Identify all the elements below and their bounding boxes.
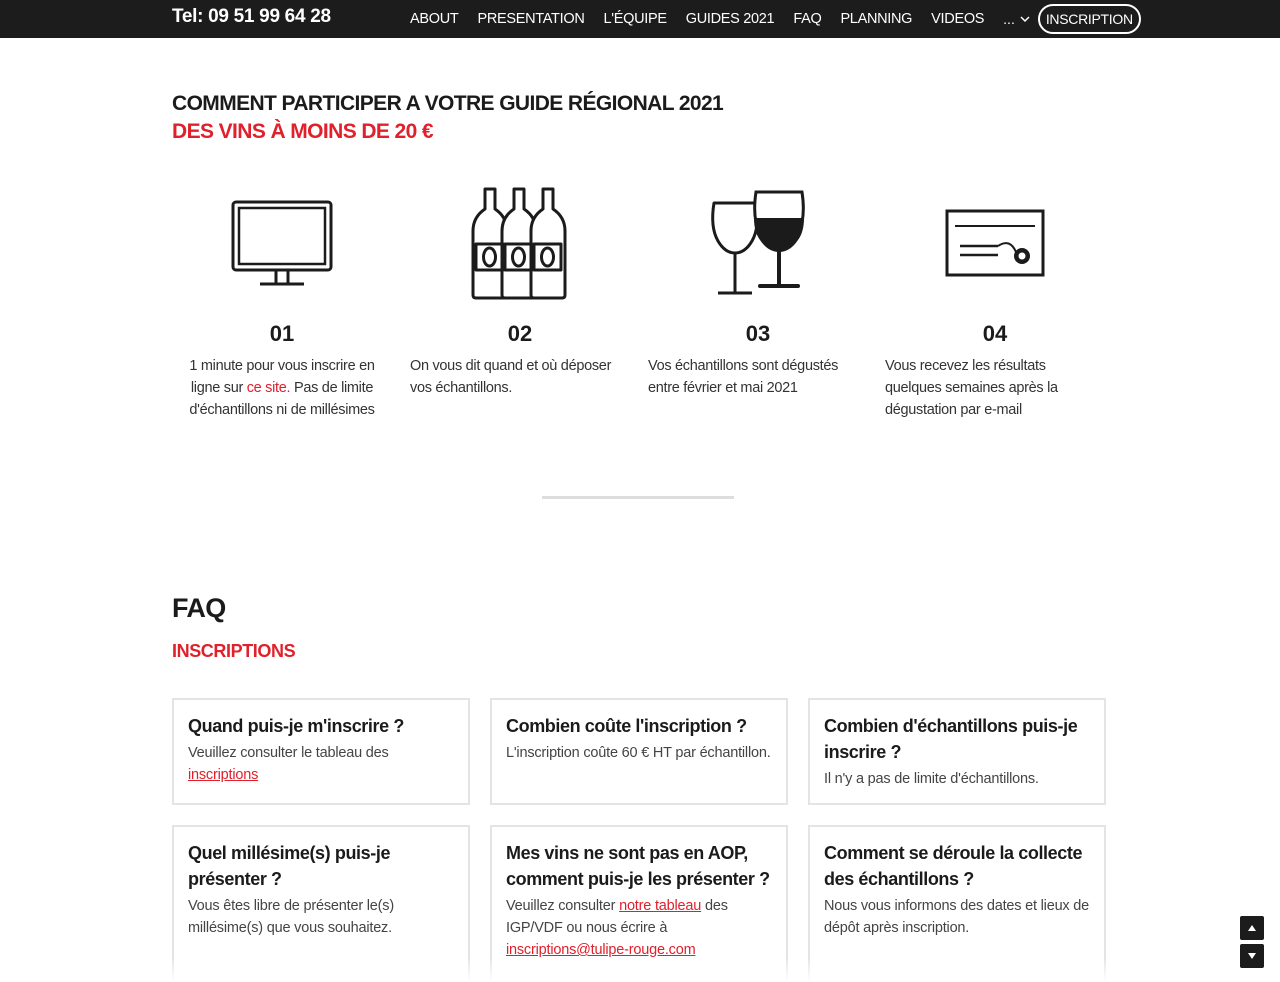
nav-videos[interactable]: VIDEOS xyxy=(931,11,985,27)
nav-guides-2021[interactable]: GUIDES 2021 xyxy=(685,11,775,27)
section-divider xyxy=(542,496,734,499)
nav-planning[interactable]: PLANNING xyxy=(840,11,913,27)
step-number: 03 xyxy=(745,321,771,346)
faq-question: Mes vins ne sont pas en AOP, comment puis-je les présenter ? xyxy=(506,843,770,889)
faq-answer: Il n'y a pas de limite d'échantillons. xyxy=(824,771,1039,787)
wine-bottles-icon xyxy=(410,180,630,305)
nav-presentation[interactable]: PRESENTATION xyxy=(477,11,585,27)
phone-number[interactable]: Tel: 09 51 99 64 28 xyxy=(172,6,331,27)
faq-answer-text: Veuillez consulter le tableau des xyxy=(188,745,389,761)
scroll-up-button[interactable] xyxy=(1240,916,1264,940)
faq-card-quand xyxy=(172,698,470,805)
section-subtitle: DES VINS À MOINS DE 20 € xyxy=(172,120,434,143)
arrow-down-icon xyxy=(1248,953,1256,959)
step-description xyxy=(172,355,392,421)
step-text-line: d'échantillons ni de millésimes xyxy=(189,402,375,418)
step-text-line: ligne sur xyxy=(190,380,247,396)
nav-equipe[interactable]: L'ÉQUIPE xyxy=(603,11,667,27)
nav-faq[interactable]: FAQ xyxy=(793,11,822,27)
faq-answer: Vous êtes libre de présenter le(s) millésime(s) que vous souhaitez. xyxy=(188,898,394,936)
section-title: COMMENT PARTICIPER A VOTRE GUIDE RÉGIONAL 2021 xyxy=(172,92,724,115)
step-text-line: Vous recevez les résultats xyxy=(885,358,1046,374)
step-text-line: entre février et mai 2021 xyxy=(648,380,798,396)
inscription-button[interactable]: INSCRIPTION xyxy=(1038,4,1141,34)
step-description xyxy=(410,355,640,399)
faq-question: Quel millésime(s) puis-je présenter ? xyxy=(188,843,391,889)
main-nav xyxy=(410,0,1141,38)
scroll-down-button[interactable] xyxy=(1240,944,1264,968)
faq-card-cout xyxy=(490,698,788,805)
faq-answer-text: des IGP/VDF ou nous écrire à xyxy=(506,898,728,936)
top-bar xyxy=(0,0,1280,38)
notre-tableau-link[interactable]: notre tableau xyxy=(619,898,702,914)
step-text-line: On vous dit quand et où déposer xyxy=(410,358,612,374)
ce-site-link[interactable]: ce site. xyxy=(246,380,291,396)
faq-question: Combien coûte l'inscription ? xyxy=(506,716,747,736)
email-link[interactable]: inscriptions@tulipe-rouge.com xyxy=(506,942,696,958)
step-text-line: quelques semaines après la xyxy=(885,380,1058,396)
arrow-up-icon xyxy=(1248,925,1256,931)
bottom-fade xyxy=(0,958,1280,982)
step-number: 01 xyxy=(269,321,295,346)
nav-more-label: ... xyxy=(1003,11,1015,27)
faq-category: INSCRIPTIONS xyxy=(172,641,296,661)
certificate-icon xyxy=(885,180,1105,305)
nav-more-menu[interactable] xyxy=(1003,11,1030,27)
faq-answer xyxy=(506,895,772,961)
faq-question: Quand puis-je m'inscrire ? xyxy=(188,716,404,736)
faq-title: FAQ xyxy=(172,593,226,623)
faq-card-echantillons xyxy=(808,698,1106,805)
nav-about[interactable]: ABOUT xyxy=(410,11,459,27)
faq-question: Combien d'échantillons puis-je inscrire ? xyxy=(824,716,1078,762)
inscriptions-link[interactable]: inscriptions xyxy=(188,767,259,783)
step-text-line: vos échantillons. xyxy=(410,380,513,396)
wine-glasses-icon xyxy=(648,180,868,305)
step-text-line: 1 minute pour vous inscrire en xyxy=(189,358,375,374)
step-text-line: Vos échantillons sont dégustés xyxy=(648,358,839,374)
monitor-icon xyxy=(172,180,392,305)
step-number: 02 xyxy=(507,321,533,346)
chevron-down-icon xyxy=(1020,16,1030,23)
faq-answer: L'inscription coûte 60 € HT par échantillon. xyxy=(506,745,771,761)
faq-answer xyxy=(188,742,454,786)
faq-question: Comment se déroule la collecte des échantillons ? xyxy=(824,843,1083,889)
faq-answer: Nous vous informons des dates et lieux de dépôt après inscription. xyxy=(824,898,1090,936)
step-number: 04 xyxy=(982,321,1008,346)
step-description xyxy=(648,355,878,399)
faq-answer-text: Veuillez consulter xyxy=(506,898,620,914)
step-description xyxy=(885,355,1115,421)
step-text-line: Pas de limite xyxy=(290,380,374,396)
step-text-line: dégustation par e-mail xyxy=(885,402,1022,418)
